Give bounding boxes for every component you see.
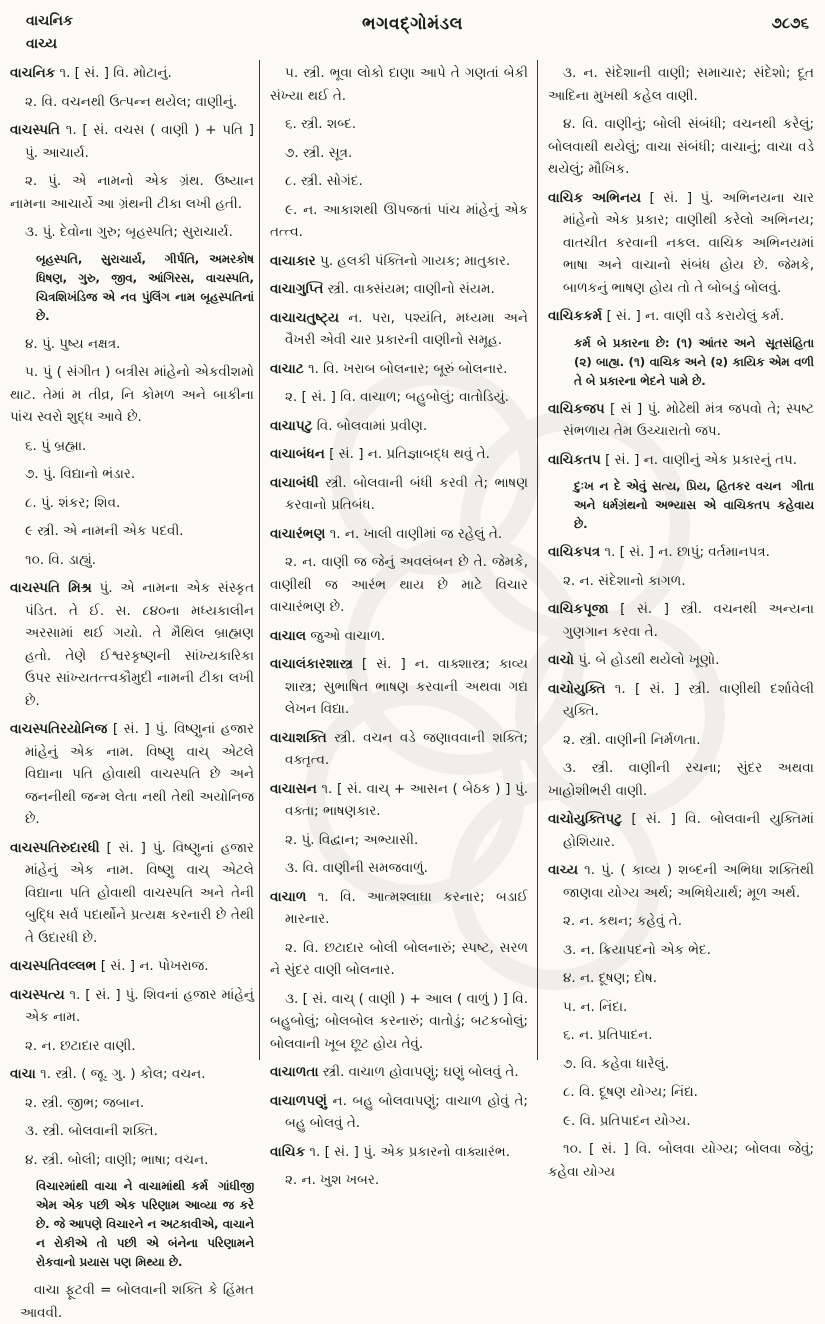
definition-text: વાચા ફૂટવી = બોલવાની શક્તિ કે હિંમત આવવી. [20, 1282, 254, 1321]
definition-text: [ સં. ] ન. પ્રતિજ્ઞાબદ્ધ થવું તે. [329, 446, 490, 462]
dict-sense [10, 170, 254, 215]
definition-text: ૧. સ્ત્રી. ( જૂ. ગુ. ) કોલ; વચન. [40, 1066, 206, 1082]
dict-entry [548, 678, 814, 723]
running-head-word-2: વાચ્ય [26, 36, 58, 52]
definition-text: [ સં. ] ન. વાક્શાસ્ત્ર; કાવ્ય શાસ્ત્ર; સુભાષિત ભાષણ કરવાની અથવા ગદ્ય લેખન વિદ્યા. [285, 656, 528, 717]
dict-sense [548, 967, 814, 990]
dict-sense [548, 1110, 814, 1133]
headword: વાચસ્પતિરયોનિજ [10, 721, 108, 737]
dict-entry [270, 523, 528, 546]
dict-sense [270, 829, 528, 852]
dict-entry [270, 778, 528, 823]
definition-text: ૧. [ સં. ] ન. છાપું; વર્તમાનપત્ર. [604, 544, 770, 560]
definition-text: ૧. ન. ખાલી વાણીમાં જ રહેલું તે. [329, 525, 503, 542]
headword: વાચા [10, 1066, 36, 1082]
definition-text: ૨. સ્ત્રી. વાણીની નિર્મળતા. [563, 731, 701, 748]
definition-text: ન. બહુ બોલવાપણું; વાચાળ હોવું તે; બહુ બોલવું તે. [285, 1092, 528, 1131]
headword: વાચાબંધી [270, 474, 319, 491]
definition-text: જુઓ વાચાળ. [310, 627, 386, 644]
dict-entry [10, 837, 254, 950]
dict-entry [270, 443, 528, 466]
headword: વાચસ્પત્ય [10, 986, 65, 1003]
dict-entry [10, 577, 254, 712]
dict-sense [548, 757, 814, 802]
definition-text: ૧૦. વિ. ડાહ્યું. [25, 551, 97, 568]
definition-text: ૧. [ સં. વાચ્ + આસન ( બેઠક ) ] પું. વક્તા; ભાષણકાર. [285, 780, 528, 819]
dict-entry [10, 119, 254, 164]
dict-entry [270, 307, 528, 352]
definition-text: ૫. પું ( સંગીત ) બત્રીસ માંહેનો એકવીશમો થાટ. તેમાં મ તીવ્ર, નિ કોમળ અને બાકીના પાંચ સ્વરો શુદ્ધ આવે છે. [10, 364, 254, 425]
definition-text: ૧. વિ. આત્મશ્લાઘા કરનાર; બડાઈ મારનાર. [285, 888, 528, 927]
headword: વાચિકપત્ર [548, 544, 601, 560]
definition-text: [ સં. ] ન. પોખરાજ. [100, 958, 209, 974]
dict-quote [574, 477, 814, 534]
definition-text: ૨. પું. એ નામનો એક ગ્રંથ. ઉષ્યાન નામના આચાર્યે આ ગ્રંથની ટીકા લખી હતી. [10, 173, 254, 212]
dict-sense [548, 1024, 814, 1047]
definition-text: [ સં. ] સ્ત્રી. વચનથી અન્યના ગુણગાન કરવા તે. [563, 601, 815, 640]
dict-entry [548, 449, 814, 472]
headword: વાચાલંકારશાસ્ત્ર [270, 656, 353, 672]
headword: વાચ્ય [548, 862, 579, 878]
definition-text: [ સં. ] વિ. બોલવાની યુક્તિમાં હોશિયાર. [563, 811, 814, 850]
definition-text: ૩. ન. ક્રિયાપદનો એક ભેદ. [563, 941, 711, 958]
headword: વાચાબંધન [270, 446, 325, 462]
definition-text: ૧. પું. ( કાવ્ય ) શબ્દની અભિધા શક્તિથી જાણવા યોગ્ય અર્થ; અભિધેયાર્થ; મૂળ અર્થ. [563, 862, 814, 901]
definition-text: [ સં. ] પું. વિષ્ણુનાં હજાર માંહેનું એક નામ. વિષ્ણુ વાચ્ એટલે વિદ્યાના પતિ હોવાથી વાચસ્પતિ છે અને જનનીથી જન્મ લેતા નથી તેથી અયોનિજ છે. [25, 721, 254, 827]
dict-sense [10, 221, 254, 244]
quote-text: કર્મ બે પ્રકારના છે: (૧) આંતર અને (૨) બાહ્ય. (૧) વાચિક અને (૨) કાયિક એમ વળી તે બે પ્રકારના ભેદને પામે છે. [574, 335, 814, 388]
headword: વાચિક [270, 1143, 306, 1160]
headword: વાચિકજપ [548, 400, 605, 417]
definition-text: [ સં. ] પું. અભિનયના ચાર માંહેનો એક પ્રકાર; વાણીથી કરેલો અભિનય; વાતચીત કરવાની નકલ. વાચિક અભિનયમાં ભાષા અને વાચાનો સંબંધ હોય છે. જેમકે, બાળકનું ભાષણ હોય તો તે બોબડું બોલવું. [563, 189, 814, 296]
definition-text: ૨. ન. સંદેશાનો કાગળ. [563, 572, 686, 589]
dict-entry [10, 718, 254, 831]
quote-source: અમરકોષ [209, 251, 254, 266]
headword: વાચસ્પતિ મિશ્ર [10, 580, 92, 596]
headword: વાચાશક્તિ [270, 729, 327, 746]
page-title: ભગવદ્ગોમંડલ [362, 14, 463, 34]
dict-entry [270, 886, 528, 931]
dict-sense [270, 857, 528, 880]
headword: વાચિકકર્મ [548, 308, 603, 324]
headword: વાચાલ [270, 627, 307, 644]
definition-text: ૧. [ સં. વચસ ( વાણી ) + પતિ ] પું. આચાર્ય. [25, 122, 254, 161]
definition-text: ૨. પું. વિદ્વાન; અભ્યાસી. [285, 831, 419, 848]
headword: વાચાપટુ [270, 417, 313, 434]
definition-text: ૨. ન. ખુશ ખબર. [285, 1172, 380, 1188]
definition-text: ૨. વિ. વચનથી ઉત્પન્ન થયેલ; વાણીનું. [25, 93, 238, 110]
headword: વાચાળતા [270, 1064, 319, 1080]
definition-text: ૨. ન. છટાદાર વાણી. [25, 1037, 136, 1054]
definition-text: [ સં. ] ન. વાણીનું એક પ્રકારનું તપ. [605, 451, 798, 468]
quote-text: દુઃખ ન દે એવું સત્ય, પ્રિય, હિતકર વચન અને ધર્મગ્રંથનો અભ્યાસ એ વાચિકતપ કહેવાય છે. [574, 479, 814, 531]
dict-sense [10, 1035, 254, 1058]
dict-entry [548, 541, 814, 564]
definition-text: ૪. સ્ત્રી. બોલી; વાણી; ભાષા; વચન. [25, 1151, 209, 1168]
headword: વાચાટ [270, 360, 304, 377]
definition-text: ૨. સ્ત્રી. જીભ; જબાન. [25, 1094, 145, 1111]
definition-text: ૭. સ્ત્રી. સૂત્ર. [285, 144, 353, 161]
dict-entry [270, 250, 528, 273]
definition-text: ૫. સ્ત્રી. ભૂવા લોકો દાણા આપે તે ગણતાં બેકી સંખ્યા થઈ તે. [270, 65, 528, 104]
definition-text: ૨. વિ. છટાદાર બોલી બોલનારું; સ્પષ્ટ, સરળ ને સુંદર વાણી બોલનાર. [270, 939, 528, 978]
definition-text: ૭. પું. વિદ્યાનો ભંડાર. [25, 466, 136, 482]
dict-entry [270, 625, 528, 648]
definition-text: ૨. [ સં. ] વિ. વાચાળ; બહુબોલું; વાતોડિયું. [285, 389, 509, 405]
definition-text: સ્ત્રી. વાક્સંયમ; વાણીનો સંયમ. [327, 281, 495, 297]
definition-text: ૮. વિ. દૂષણ યોગ્ય; નિંદ્ય. [563, 1084, 698, 1100]
dict-quote [36, 1177, 254, 1272]
definition-text: સ્ત્રી. વાચાળ હોવાપણું; ઘણું બોલવું તે. [322, 1064, 519, 1080]
headword: વાચસ્પતિવલ્લભ [10, 958, 97, 974]
headword: વાચસ્પતિરુદારધી [10, 839, 100, 856]
dict-sense [270, 113, 528, 136]
definition-text: ૩. વિ. વાણીની સમજવાળું. [285, 860, 428, 876]
definition-text: ૯. ન. આકાશથી ઊપજતાં પાંચ માંહેનું એક તત્ત્વ. [270, 201, 528, 240]
definition-text: ૮. પું. શંકર; શિવ. [25, 494, 121, 511]
definition-text: [ સં. ] ન. વાણી વડે કરાયેલું કર્મ. [606, 308, 785, 324]
dict-entry [548, 398, 814, 443]
definition-text: ૪. વિ. વાણીનું; બોલી સંબંધી; વચનથી કરેલું; બોલવાથી થયેલું; વાચા સંબંધી; વાચાનું; વાચા વડે થયેલું; મૌખિક. [548, 116, 814, 177]
column-divider-2 [537, 60, 538, 1060]
definition-text: [ સં. ] પું. વિષ્ણુનાં હજાર માંહેનું એક નામ. વિષ્ણુ વાચ્ એટલે વિદ્યાના પતિ હોવાથી વાચસ્પતિ અને તેની બુદ્ધિ સર્વ પદાર્થોને પ્રત્યક્ષ કરનારી છે તેથી તે ઉદારધી છે. [25, 839, 254, 946]
definition-text: સ્ત્રી. વચન વડે જણાવવાની શક્તિ; વક્તૃત્વ. [285, 729, 528, 768]
column-3 [548, 62, 815, 1180]
definition-text: ૩. સ્ત્રી. બોલવાની શક્તિ. [25, 1123, 158, 1139]
headword: વાચાળપણું [270, 1092, 327, 1109]
definition-text: પું. એ નામના એક સંસ્કૃત પંડિત. તે ઈ. સ. ૮૪૦ના મધ્યકાલીન અરસામાં થઈ ગયો. તે મૈથિલ બ્રાહ્મણ હતો. તેણે ઈશ્વરકૃષ્ણની સાંખ્યકારિકા ઉપર સાંખ્યતત્ત્વકૌમુદી નામની ટીકા લખી છે. [25, 580, 255, 709]
definition-text: ૭. વિ. કહેવા ધારેલું. [563, 1055, 670, 1072]
dict-entry [270, 653, 528, 721]
quote-source: ગીતા [791, 479, 814, 493]
definition-text: સ્ત્રી. બોલવાની બંધી કરવી તે; ભાષણ કરવાનો પ્રતિબંધ. [285, 474, 528, 513]
headword: વાચોયુક્તિપટુ [548, 811, 623, 827]
column-1 [10, 62, 255, 1321]
dict-idiom [20, 1279, 254, 1324]
page-number: ૭૮૭૬ [771, 14, 809, 32]
dict-sense [548, 939, 814, 962]
dict-entry [548, 598, 814, 643]
definition-text: ૪. ન. દૂષણ; દોષ. [563, 970, 658, 986]
dict-entry [548, 305, 814, 328]
dict-entry [270, 1141, 528, 1164]
dict-entry [10, 62, 254, 85]
definition-text: ન. પરા, પશ્યંતિ, મધ્યમા અને વૈખરી એવી ચાર પ્રકારની વાણીનો સમૂહ. [285, 309, 528, 348]
dict-sense [10, 1149, 254, 1172]
dict-entry [270, 1090, 528, 1135]
dict-sense [10, 520, 254, 543]
headword: વાચાળ [270, 888, 307, 905]
definition-text: ૪. પું. પુષ્ય નક્ષત્ર. [25, 335, 121, 352]
definition-text: ૩. [ સં. વાચ્ ( વાણી ) + આલ ( વાળું ) ] વિ. બહુબોલું; બોલબોલ કરનારું; વાતોડું; બટકબોલું; બોલવાની ખૂબ છૂટ હોય તેવું. [270, 990, 528, 1052]
headword: વાચો [548, 652, 574, 668]
column-2 [270, 62, 528, 1188]
quote-source: ગાંધીજી [218, 1179, 254, 1193]
dict-sense [270, 937, 528, 982]
headword: વાચનિક [10, 65, 56, 81]
definition-text: ૧. વિ. ખરાબ બોલનાર; બૂરું બોલનાર. [307, 360, 508, 377]
definition-text: ૬. પું બ્રહ્મા. [25, 437, 87, 454]
dict-entry [10, 1063, 254, 1086]
dict-sense [548, 910, 814, 933]
dict-quote [574, 334, 814, 391]
dict-entry [548, 187, 814, 300]
dict-sense [270, 199, 528, 244]
quote-source: સૂતસંહિતા [765, 335, 814, 350]
dict-entry [270, 358, 528, 381]
dict-entry [270, 727, 528, 772]
dict-entry [548, 859, 814, 904]
dict-entry [270, 278, 528, 301]
column-divider-1 [259, 60, 260, 1060]
definition-text: વિ. બોલવામાં પ્રવીણ. [316, 417, 428, 434]
dict-entry [270, 1061, 528, 1084]
dict-sense [548, 113, 814, 181]
dict-sense [270, 988, 528, 1056]
dict-sense [10, 91, 254, 114]
definition-text: ૯. વિ. પ્રતિપાદન યોગ્ય. [563, 1112, 691, 1129]
dict-sense [548, 1081, 814, 1104]
dict-sense [10, 549, 254, 572]
dict-sense [270, 142, 528, 165]
headword: વાચાચતુષ્ટ્ય [270, 309, 340, 326]
definition-text: ૨. ન. વાણી જ જેનું અવલંબન છે તે. જેમકે, વાણીથી જ આરંભ થાય છે માટે વિચાર વાચારંભણ છે. [270, 554, 528, 615]
definition-text: ૧. [ સં. ] પું. એક પ્રકારનો વાક્યારંભ. [309, 1143, 510, 1160]
headword: વાચિકતપ [548, 451, 601, 468]
dict-sense [548, 62, 814, 107]
definition-text: પુ. હલકી પંક્તિનો ગાયક; માતુકાર. [319, 252, 511, 269]
definition-text: ૨. ન. કથન; કહેવું તે. [563, 913, 683, 929]
definition-text: ૧૦. [ સં. ] વિ. બોલવા યોગ્ય; બોલવા જેવું; કહેવા યોગ્ય [548, 1141, 814, 1180]
headword: વાચિકપૂજા [548, 601, 609, 617]
dict-entry [10, 984, 254, 1029]
headword: વાચાકાર [270, 252, 316, 269]
headword: વાચોયુક્તિ [548, 680, 606, 697]
headword: વાચાગુપ્તિ [270, 281, 324, 297]
definition-text: [ સં ] પું. મોઢેથી મંત્ર જપવો તે; સ્પષ્ટ સંભળાય તેમ ઉચ્ચારાતો જપ. [563, 400, 814, 439]
dict-entry [548, 808, 814, 853]
definition-text: ૬. સ્ત્રી. શબ્દ. [285, 116, 357, 132]
dict-sense [10, 435, 254, 458]
dict-sense [10, 463, 254, 486]
headword: વાચિક અભિનય [548, 189, 642, 206]
definition-text: ૩. પું. દેવોના ગુરુ; બૃહસ્પતિ; સુરાચાર્ય. [25, 224, 233, 240]
definition-text: ૧. [ સં. ] પું. શિવનાં હજાર માંહેનું એક નામ. [25, 986, 254, 1025]
dict-sense [10, 492, 254, 515]
running-head-word-1: વાચનિક [26, 13, 73, 29]
definition-text: પું. બે હોડથી થયેલો ખૂણો. [578, 652, 720, 668]
definition-text: ૬. ન. પ્રતિપાદન. [563, 1027, 653, 1043]
dict-sense [548, 1053, 814, 1076]
quote-text: વિચારમાંથી વાચા ને વાચામાંથી કર્મ એમ એક પછી એક પરિણામ આવ્યા જ કરે છે. જે આપણે વિચારને ન અટકાવીએ, વાચાને ન રોકીએ તો પછી એ બંનેના પરિણામને રોકવાનો પ્રયાસ પણ મિથ્યા છે. [36, 1179, 254, 1269]
dict-sense [270, 62, 528, 107]
dict-sense [548, 996, 814, 1019]
dict-entry [548, 649, 814, 672]
dict-sense [10, 1092, 254, 1115]
headword: વાચારંભણ [270, 525, 326, 542]
dict-sense [10, 1120, 254, 1143]
dict-sense [270, 1169, 528, 1192]
headword: વાચસ્પતિ [10, 122, 60, 138]
dict-sense [548, 570, 814, 593]
definition-text: ૮. સ્ત્રી. સોગંદ. [285, 173, 363, 189]
dict-entry [270, 472, 528, 517]
dict-entry [270, 415, 528, 438]
dict-sense [548, 1138, 814, 1183]
headword: વાચાસન [270, 780, 317, 797]
definition-text: ૯ સ્ત્રી. એ નામની એક પદવી. [25, 523, 184, 539]
definition-text: ૧. [ સં. ] વિ. મોટાનું. [59, 65, 172, 81]
dict-sense [270, 170, 528, 193]
definition-text: ૩. ન. સંદેશાની વાણી; સમાચાર; સંદેશો; દૂત આદિના મુખથી કહેલ વાણી. [548, 65, 814, 104]
dict-sense [270, 551, 528, 619]
dict-sense [548, 729, 814, 752]
definition-text: ૧. [ સં. ] સ્ત્રી. વાણીથી દર્શાવેલી યુક્તિ. [563, 680, 815, 719]
definition-text: ૫. ન. નિંદા. [563, 998, 628, 1015]
dict-quote [36, 250, 254, 326]
dict-sense [270, 386, 528, 409]
dict-entry [10, 955, 254, 978]
dict-sense [10, 333, 254, 356]
quote-text: બૃહસ્પતિ, સુરાચાર્ય, ગીર્પતિ, ધિષણ, ગુરુ, જીવ, આંગિરસ, વાચસ્પતિ, ચિત્રશિખંડિજ એ નવ પુંલિંગ નામ બૃહસ્પતિનાં છે. [36, 251, 254, 323]
dict-sense [10, 361, 254, 429]
definition-text: ૩. સ્ત્રી. વાણીની રચના; સુંદર અથવા ખાહોશીભરી વાણી. [548, 760, 814, 799]
